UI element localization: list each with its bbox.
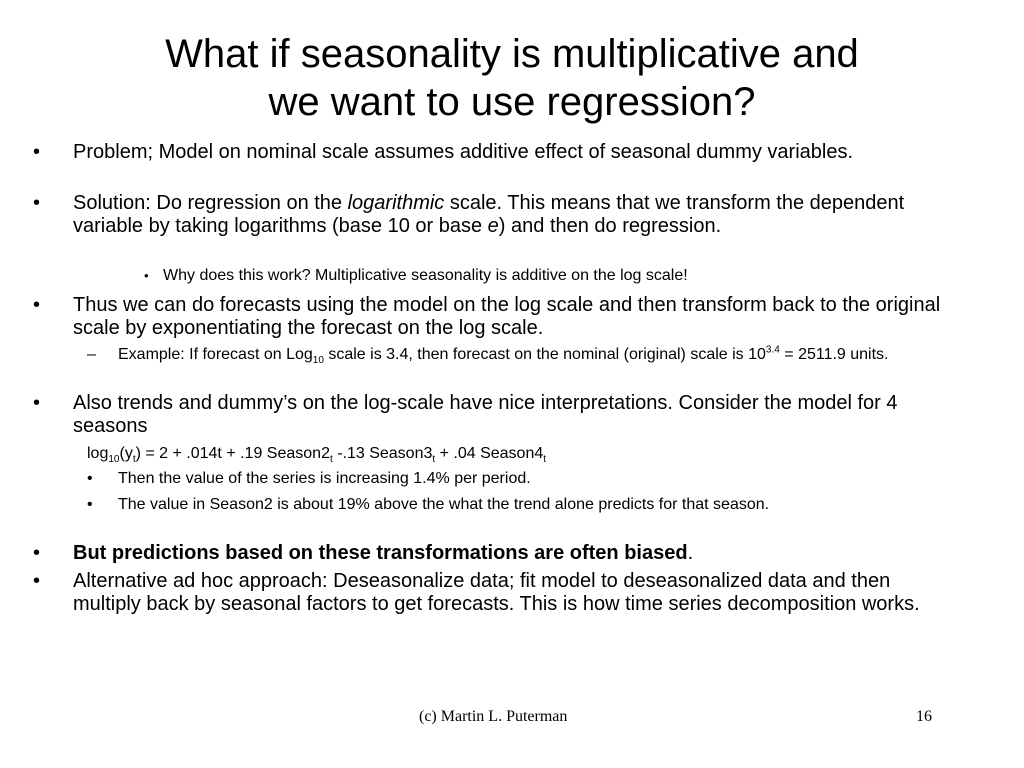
bullet-text: But predictions based on these transformations are often biased.: [73, 542, 694, 564]
bullet-icon: •: [144, 268, 149, 283]
slide-title: [0, 30, 1024, 126]
bullet-text: The value in Season2 is about 19% above the what the trend alone predicts for that season.: [118, 496, 770, 513]
slide-title-line-1: What if seasonality is multiplicative and: [165, 32, 859, 76]
bullet-text: Example: If forecast on Log$_{10}$ scale is 3.4, then forecast on the nominal (original) scale is $10^{3.4} = 2511.9$ units.: [118, 344, 889, 367]
bullet-icon: •: [33, 192, 41, 214]
slide-title-line-2: we want to use regression?: [268, 80, 756, 124]
model-formula: $\log_{10}(y_t) = 2 + .014t + .19$ $Season2_t$ -.13 $Season3_t + .04$ $Season4_t$: [87, 445, 547, 466]
emphasis-logarithmic: logarithmic: [347, 192, 445, 214]
bullet-icon: •: [87, 470, 93, 487]
slide-number: 16: [916, 708, 932, 725]
bullet-icon: •: [33, 542, 41, 564]
bullet-text: Solution: Do regression on the logarithmic scale. This means that we transform the dependent variable by taking logarithms (base 10 or base e) and then do regression.: [73, 192, 905, 237]
emphasis-e: e: [487, 215, 499, 237]
footer-author: (c) Martin L. Puterman: [419, 708, 568, 725]
bullet-text: Thus we can do forecasts using the model on the log scale and then transform back to the original scale by exponentiating the forecast on the log scale.: [73, 294, 941, 339]
bullet-text: Alternative ad hoc approach: Deseasonalize data; fit model to deseasonalized data and then multiply back by seasonal factors to get forecasts. This is how time series decomposition works.: [73, 570, 920, 615]
bullet-icon: •: [33, 392, 41, 414]
bullet-text: Why does this work? Multiplicative seasonality is additive on the log scale!: [163, 267, 688, 284]
bullet-text: Then the value of the series is increasing 1.4% per period.: [118, 470, 531, 487]
bullet-icon: •: [33, 141, 41, 163]
bullet-icon: •: [33, 570, 41, 592]
bold-warning: But predictions based on these transformations are often biased: [73, 542, 688, 564]
bullet-text: Also trends and dummy’s on the log-scale have nice interpretations. Consider the model for 4 seasons: [73, 392, 898, 437]
bullet-icon: •: [33, 294, 41, 316]
bullet-icon: •: [87, 496, 93, 513]
dash-icon: –: [87, 346, 96, 363]
bullet-text: Problem; Model on nominal scale assumes additive effect of seasonal dummy variables.: [73, 141, 854, 163]
